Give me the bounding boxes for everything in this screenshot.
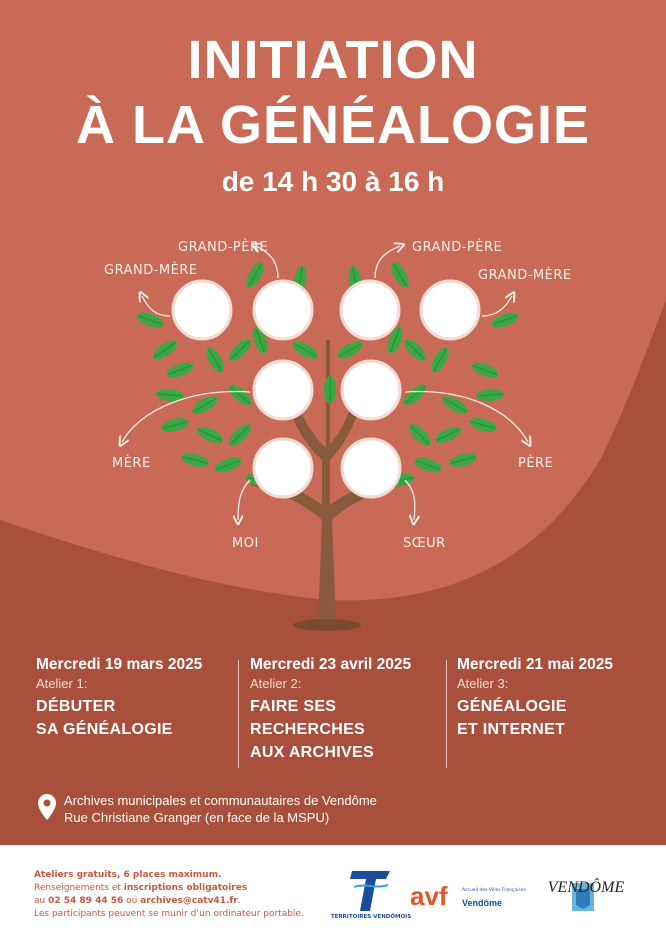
photo-circle-pere — [342, 361, 400, 419]
footer-line3-a: au — [34, 896, 49, 906]
session-atelier: Atelier 3: — [457, 676, 509, 691]
location-pin-icon — [38, 794, 56, 820]
label-grand-pere-right: GRAND-PÈRE — [412, 240, 503, 255]
footer-line3-c: . — [237, 896, 241, 906]
time-range: de 14 h 30 à 16 h — [221, 166, 445, 197]
divider — [446, 660, 447, 768]
family-tree-illustration — [0, 220, 666, 640]
footer — [0, 845, 666, 940]
footer-line1: Ateliers gratuits, 6 places maximum. — [34, 870, 222, 880]
session-3 — [457, 656, 657, 772]
footer-line2-b: inscriptions obligatoires — [123, 883, 248, 893]
session-atelier: Atelier 1: — [36, 676, 88, 691]
label-moi: MOI — [232, 536, 259, 551]
territoires-vendomois-logo — [330, 867, 412, 925]
session-2 — [250, 656, 445, 772]
label-grand-mere-right: GRAND-MÈRE — [478, 268, 572, 283]
vendome-logo — [536, 865, 636, 925]
session-date: Mercredi 23 avril 2025 — [250, 656, 412, 673]
photo-circle-grand-pere-right — [341, 281, 399, 339]
footer-email: archives@catv41.fr — [140, 896, 238, 906]
divider — [238, 660, 239, 768]
vendome-text: VENDÔME — [547, 879, 625, 896]
footer-phone: 02 54 89 44 56 — [48, 896, 124, 906]
avf-logo — [410, 881, 530, 911]
svg-text:avf: avf — [410, 881, 448, 911]
session-atelier: Atelier 2: — [250, 676, 302, 691]
address-line2: Rue Christiane Granger (en face de la MSPU) — [64, 810, 330, 825]
photo-circle-grand-pere-left — [254, 281, 312, 339]
photo-circle-grand-mere-left — [173, 281, 231, 339]
label-soeur: SŒUR — [403, 536, 446, 551]
label-grand-pere-left: GRAND-PÈRE — [178, 240, 269, 255]
footer-line4: Les participants peuvent se munir d’un ordinateur portable. — [34, 909, 304, 919]
sessions-row — [0, 656, 666, 776]
footer-line2-a: Renseignements et — [34, 883, 124, 893]
title-line1: INITIATION — [187, 30, 479, 90]
address-line1: Archives municipales et communautaires de Vendôme — [64, 793, 377, 808]
territoires-text: TERRITOIRES VENDÔMOIS — [330, 914, 412, 920]
label-grand-mere-left: GRAND-MÈRE — [104, 263, 198, 278]
session-date: Mercredi 19 mars 2025 — [36, 656, 203, 673]
photo-circle-mere — [254, 361, 312, 419]
photo-circle-soeur — [342, 439, 400, 497]
session-1 — [36, 656, 236, 772]
session-subject: DÉBUTER SA GÉNÉALOGIE — [36, 698, 173, 738]
photo-circle-moi — [254, 439, 312, 497]
session-subject: FAIRE SES RECHERCHES AUX ARCHIVES — [250, 698, 374, 761]
avf-small-text: Accueil des Villes Françaises — [462, 888, 526, 893]
footer-info — [34, 869, 334, 921]
footer-line3-b: ou — [123, 896, 141, 906]
photo-circle-grand-mere-right — [421, 281, 479, 339]
session-subject: GÉNÉALOGIE ET INTERNET — [457, 698, 567, 738]
avf-city-text: Vendôme — [462, 898, 503, 908]
session-date: Mercredi 21 mai 2025 — [457, 656, 613, 673]
title-line2: À LA GÉNÉALOGIE — [75, 95, 591, 155]
label-pere: PÈRE — [518, 456, 554, 471]
label-mere: MÈRE — [112, 456, 151, 471]
